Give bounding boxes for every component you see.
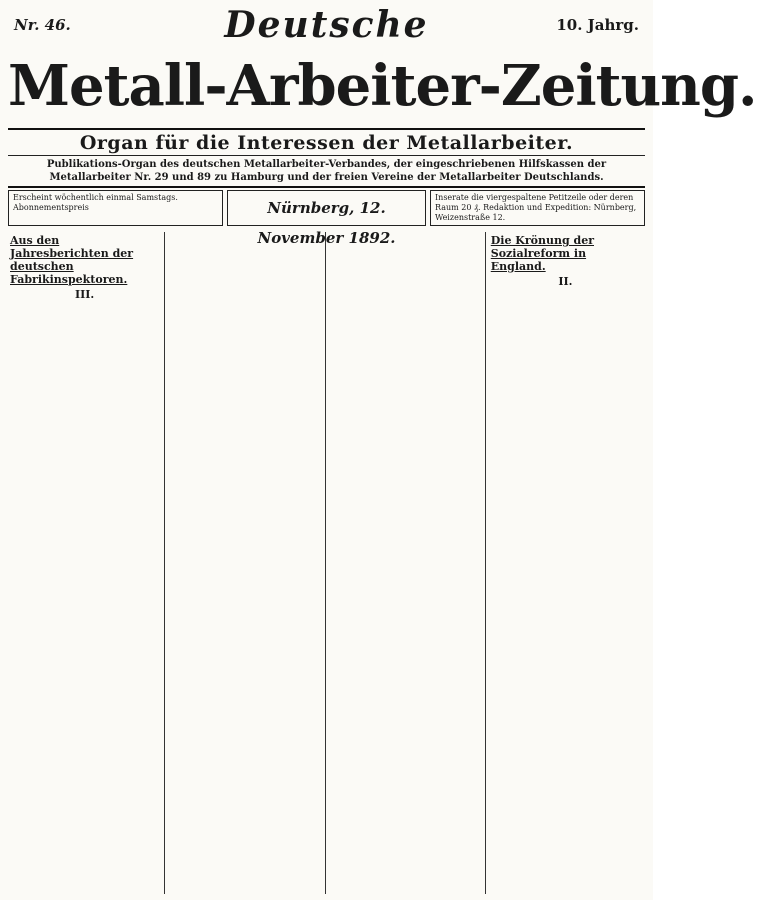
info-bar [8, 190, 645, 247]
date-line: Nürnberg, 12. November 1892. [227, 190, 426, 226]
column-2 [164, 232, 324, 894]
masthead-main-title: Metall-Arbeiter-Zeitung. [8, 53, 757, 119]
column-text [10, 305, 159, 306]
masthead-subtitle: Organ für die Interessen der Metallarbeiter. [79, 132, 574, 154]
volume-year: 10. Jahrg. [556, 16, 639, 34]
column-3 [325, 232, 485, 894]
article-subheading: II. [558, 275, 573, 288]
article-heading: Die Krönung der Sozialreform in England. [490, 234, 594, 273]
issue-number: Nr. 46. [14, 16, 71, 34]
masthead-top-title: Deutsche [224, 4, 429, 46]
masthead-rule [8, 128, 645, 130]
header-rule [8, 186, 645, 188]
column-text [170, 236, 319, 237]
column-text [491, 292, 640, 293]
subtitle-rule [8, 155, 645, 156]
column-text [331, 236, 480, 237]
article-heading: Aus den Jahresberichten der deutschen Fabrikinspektoren. [10, 234, 134, 286]
article-subheading: III. [74, 288, 95, 301]
subscription-box: Erscheint wöchentlich einmal Samstags. Abonnementspreis [8, 190, 223, 226]
column-1 [8, 232, 164, 894]
column-4 [485, 232, 645, 894]
advertising-box: Inserate die viergespaltene Petitzeile oder deren Raum 20 ₰. Redaktion und Expedition: Nürnberg, Weizenstraße 12. [430, 190, 645, 226]
publication-line: Publikations-Organ des deutschen Metallarbeiter-Verbandes, der eingeschriebenen Hilfskassen der Metallarbeiter Nr. 29 und 89 zu Hamburg und der freien Vereine der Metallarbeiter Deutschlands. [46, 159, 607, 183]
article-columns [8, 232, 645, 894]
